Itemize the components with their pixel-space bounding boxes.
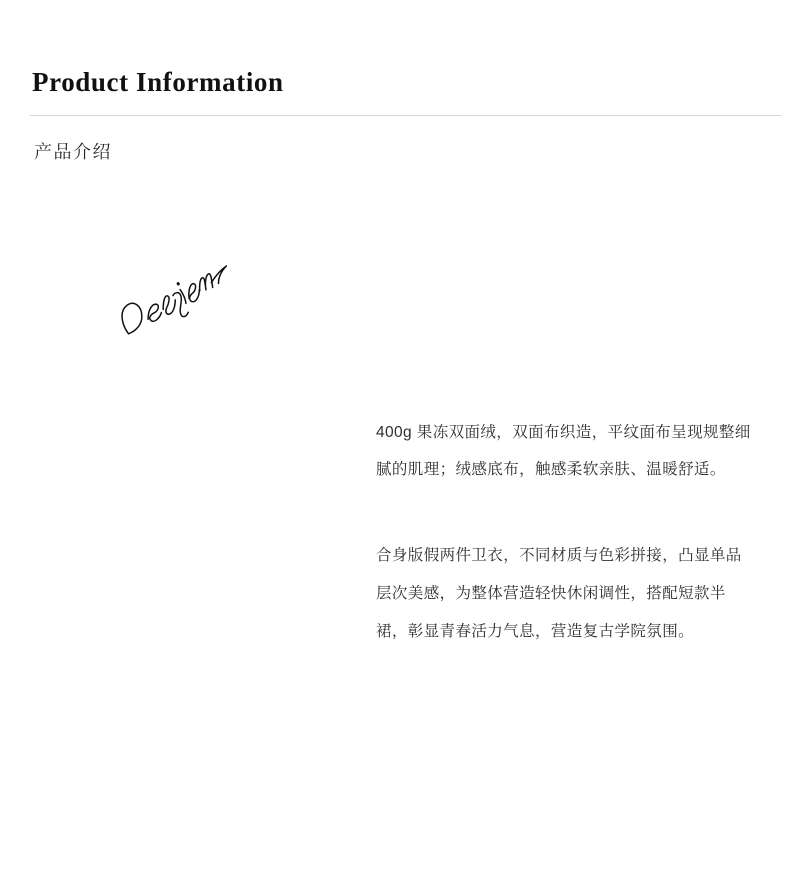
- description-paragraph-style: 合身版假两件卫衣，不同材质与色彩拼接，凸显单品层次美感，为整体营造轻快休闲调性，搭配短款半裙，彰显青春活力气息，营造复古学院氛围。: [376, 547, 742, 641]
- description-paragraph-fabric: 400g 果冻双面绒，双面布织造，平纹面布呈现规整细腻的肌理；绒感底布，触感柔软亲肤、温暖舒适。: [376, 423, 751, 479]
- page-title: Product Information: [32, 67, 284, 97]
- page-subtitle: 产品介绍: [34, 141, 112, 162]
- product-description: [376, 398, 756, 667]
- header-divider: [30, 115, 782, 116]
- page-header: [30, 68, 782, 164]
- designer-signature-icon: [112, 252, 242, 347]
